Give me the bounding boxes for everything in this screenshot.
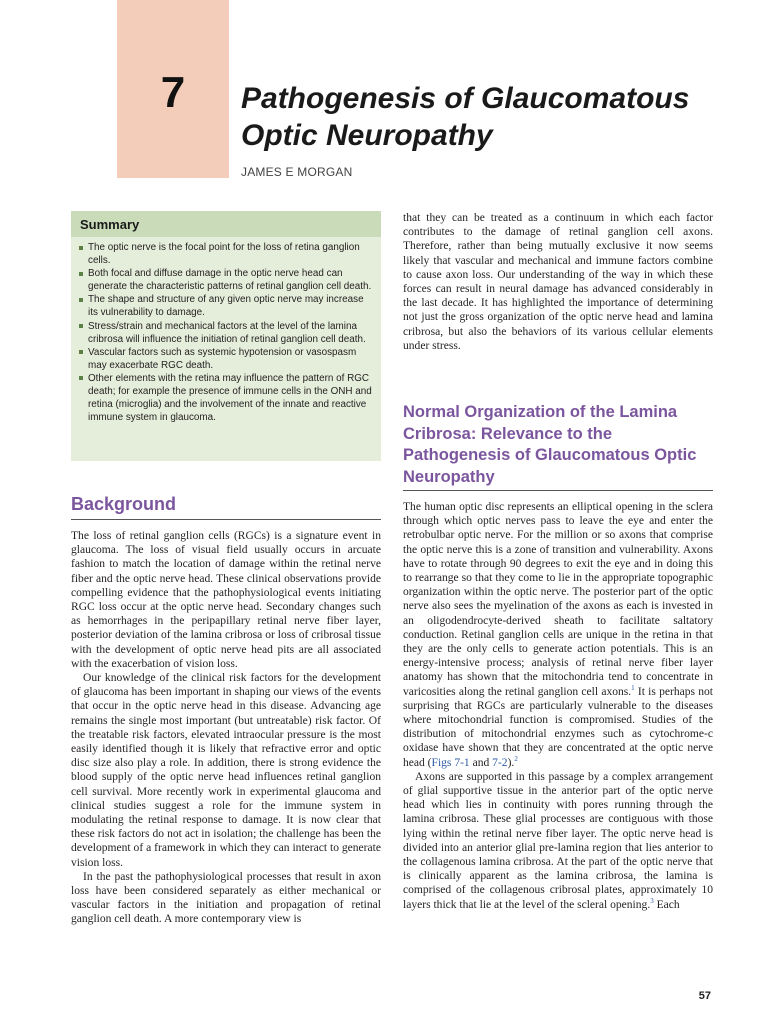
page-number: 57 bbox=[698, 990, 711, 1002]
section-divider bbox=[403, 490, 713, 491]
background-continuation bbox=[403, 211, 713, 353]
summary-list bbox=[71, 237, 381, 424]
reference-link[interactable]: 2 bbox=[514, 754, 518, 763]
chapter-number-box bbox=[117, 0, 229, 178]
summary-item: The shape and structure of any given optic nerve may increase its vulnerability to damage. bbox=[78, 293, 373, 319]
paragraph-text: ). bbox=[507, 756, 515, 769]
body-paragraph bbox=[403, 500, 713, 770]
background-body bbox=[71, 529, 381, 927]
figure-link[interactable]: 7-2 bbox=[492, 756, 508, 769]
figure-link[interactable]: Figs 7-1 bbox=[431, 756, 470, 769]
chapter-author: JAMES E MORGAN bbox=[241, 165, 353, 179]
paragraph-text: The human optic disc represents an elliptical opening in the sclera through which optic nerves pass to leave the eye and enter the retrobulbar optic nerve. For the million or so axons that comprise the optic nerve this is a zone of transition and vulnerability. Axons have to rotate through 90 degrees to exit the eye and in doing this to rearrange so that they come to lie in the appropriate topographic organization within the optic nerve. The posterior part of the optic nerve also sees the myelination of the axons as each is invested in an oligodendrocyte-derived sheath to facilitate saltatory conduction. Retinal ganglion cells are unique in the retina in that they are the only cells to generate action potentials. This is an energy-intensive process; analysis of retinal nerve fiber layer anatomy has shown that the mitochondria tend to concentrate in varicosities along the retinal ganglion cell axons. bbox=[403, 501, 713, 698]
normal-organization-body bbox=[403, 500, 713, 912]
reference-link[interactable]: 1 bbox=[631, 683, 635, 692]
body-paragraph: that they can be treated as a continuum in which each factor contributes to the damage of retinal ganglion cell axons. Therefore, rather than being mutually exclusive it now seems likely that vascular and mechanical and immune factors combine to cause axon loss. Our understanding of the way in which these forces can result in neural damage has advanced considerably in the last decade. It has highlighted the importance of determining not just the gross organization of the optic nerve head and lamina cribrosa, but also the behaviors of its various cellular elements under stress. bbox=[403, 212, 713, 352]
reference-link[interactable]: 3 bbox=[650, 896, 654, 905]
chapter-number: 7 bbox=[160, 68, 186, 117]
body-paragraph bbox=[403, 770, 713, 912]
body-paragraph: The loss of retinal ganglion cells (RGCs) is a signature event in glaucoma. The loss of visual field usually occurs in arcuate fashion to match the location of damage within the retinal nerve fiber and the optic nerve head. These clinical observations provide compelling evidence that the pathophysiological events initiating RGC loss occur at the optic nerve head. Secondary changes such as hemorrhages in the peripapillary retinal nerve fiber layer, posterior deviation of the lamina cribrosa or loss of cribrosal tissue with the development of optic nerve head pits are all associated with the exacerbation of vision loss. bbox=[71, 530, 381, 670]
background-heading: Background bbox=[71, 494, 177, 514]
body-paragraph: Our knowledge of the clinical risk factors for the development of glaucoma has been important in shaping our views of the events that occur in the optic nerve head in this disease. Advancing age remains the single most important (but untreatable) risk factor. Of the treatable risk factors, elevated intraocular pressure is the most easily identified though it is likely that refractive error and optic disc size also play a role. In addition, there is strong evidence the blood supply of the optic nerve head influences retinal ganglion cell survival. More recently work in experimental glaucoma and clinical studies suggest a role for the immune system in modulating the retinal response to damage. It is now clear that these risk factors do not act in isolation; the challenge has been the development of a framework in which they can interact to generate vision loss. bbox=[71, 672, 381, 869]
summary-box bbox=[71, 211, 381, 461]
summary-item: Stress/strain and mechanical factors at the level of the lamina cribrosa will influence the initiation of retinal ganglion cell death. bbox=[78, 320, 373, 346]
summary-item: Vascular factors such as systemic hypotension or vasospasm may exacerbate RGC death. bbox=[78, 346, 373, 372]
paragraph-text: Axons are supported in this passage by a complex arrangement of glial supportive tissue in the anterior part of the optic nerve head which lies in continuity with pores running through the lamina cribrosa. These glial processes are contiguous with those lying within the retinal nerve fiber layer. The optic nerve head is divided into an anterior glial pre-lamina region that lies anterior to the collagenous lamina cribrosa. At the part of the optic nerve that is clinically apparent as the lamina cribrosa, the lamina is comprised of the collagenous cribrosal plates, approximately 10 layers thick that lie at the level of the scleral opening. bbox=[403, 770, 713, 911]
summary-item: The optic nerve is the focal point for the loss of retina ganglion cells. bbox=[78, 241, 373, 267]
summary-heading: Summary bbox=[71, 211, 381, 237]
paragraph-text: It is perhaps not surprising that RGCs are particularly vulnerable to the diseases where mitochondrial function is compromised. Studies of the distribution of mitochondrial enzymes such as cytochrome-c oxidase have shown that they are concentrated at the optic nerve head ( bbox=[403, 685, 714, 769]
paragraph-text: Each bbox=[653, 898, 680, 911]
section-divider bbox=[71, 519, 381, 520]
normal-organization-heading: Normal Organization of the Lamina Cribrosa: Relevance to the Pathogenesis of Glaucomatous Optic Neuropathy bbox=[403, 403, 697, 486]
paragraph-text: and bbox=[469, 756, 493, 769]
summary-item: Other elements with the retina may influence the pattern of RGC death; for example the presence of immune cells in the ONH and retina (microglia) and the involvement of the innate and reactive immune system in glaucoma. bbox=[78, 372, 373, 424]
body-paragraph: In the past the pathophysiological processes that result in axon loss have been considered separately as either mechanical or vascular factors in the initiation and propagation of retinal ganglion cell death. A more contemporary view is bbox=[71, 870, 381, 926]
summary-item: Both focal and diffuse damage in the optic nerve head can generate the characteristic patterns of retinal ganglion cell death. bbox=[78, 267, 373, 293]
chapter-title: Pathogenesis of Glaucomatous Optic Neuropathy bbox=[241, 82, 690, 152]
